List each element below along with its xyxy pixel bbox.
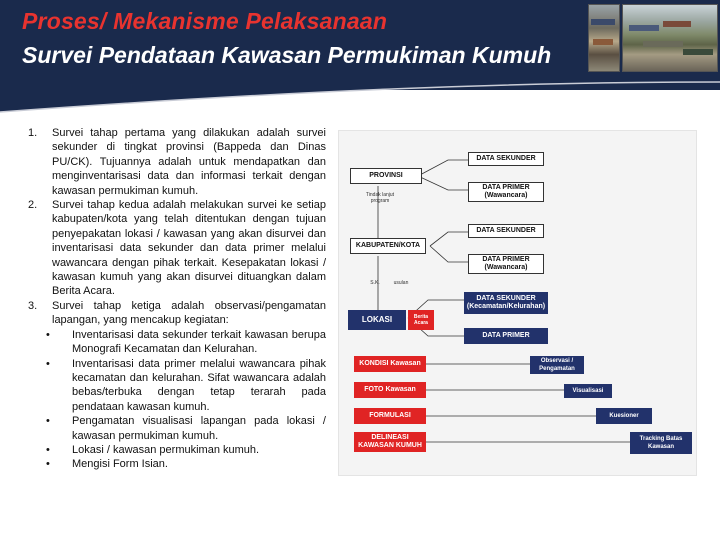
item-text: Survei tahap pertama yang dilakukan adalah survei sekunder di tingkat provinsi (Bappeda dan Dinas PU/CK). Tujuannya adalah untuk mendapatkan dan menginventarisasi data dan informasi terkait dengan kawasan permukiman kumuh. [52,127,326,197]
bullet-item [28,414,326,443]
survey-stage-list [28,126,326,472]
bullet-marker: • [46,328,50,341]
kabupaten-kota-box: KABUPATEN/KOTA [350,238,426,254]
bullet-marker: • [46,458,50,471]
usulan-label: usulan [393,280,409,286]
foto-kawasan-box: FOTO Kawasan [354,382,426,398]
formulasi-box: FORMULASI [354,408,426,424]
lokasi-box: LOKASI [348,310,406,330]
bullet-item [28,328,326,357]
berita-acara-box: Berita Acara [408,310,434,330]
bullet-item [28,443,326,457]
bullet-marker: • [46,357,50,370]
title-line-1: Proses/ Mekanisme Pelaksanaan [22,8,388,34]
delineasi-box: DELINEASI KAWASAN KUMUH [354,432,426,452]
list-item [28,126,326,198]
kuesioner-box: Kuesioner [596,408,652,424]
header-swoosh [0,76,720,116]
list-item [28,299,326,328]
slum-photo-1 [588,4,620,72]
bullet-text: Lokasi / kawasan permukiman kumuh. [72,443,260,456]
bullet-item [28,357,326,415]
title-line-2: Survei Pendataan Kawasan Permukiman Kumuh [22,42,552,68]
list-item [28,198,326,299]
item-number: 1. [28,127,38,139]
slum-photo-2 [622,4,718,72]
tracking-batas-box: Tracking Batas Kawasan [630,432,692,454]
item-number: 3. [28,299,38,312]
kondisi-kawasan-box: KONDISI Kawasan [354,356,426,372]
bullet-text: Inventarisasi data primer melalui wawancara pihak kecamatan dan kelurahan. Sifat wawancara adalah bebas/terbuka dengan tetap terarah pada pendataan kawasan kumuh. [72,357,326,413]
bullet-item [28,457,326,471]
data-primer-box-provinsi: DATA PRIMER (Wawancara) [468,182,544,202]
data-sekunder-box-provinsi: DATA SEKUNDER [468,152,544,166]
item-text: Survei tahap ketiga adalah observasi/pengamatan lapangan, yang mencakup kegiatan: [52,299,326,327]
bullet-marker: • [46,443,50,456]
data-sekunder-box-kabupaten: DATA SEKUNDER [468,224,544,238]
bullet-text: Mengisi Form Isian. [72,458,168,471]
tindak-lanjut-label: Tindak lanjut program [365,192,395,204]
data-sekunder-kecamatan-box: DATA SEKUNDER (Kecamatan/Kelurahan) [464,292,548,314]
bullet-text: Inventarisasi data sekunder terkait kawasan berupa Monografi Kecamatan dan Kelurahan. [72,328,326,356]
visualisasi-box: Visualisasi [564,384,612,398]
bullet-marker: • [46,415,50,428]
provinsi-box: PROVINSI [350,168,422,184]
sk-label: S.K. [370,280,380,286]
observasi-box: Observasi / Pengamatan [530,356,584,374]
data-primer-box-kabupaten: DATA PRIMER (Wawancara) [468,254,544,274]
bullet-text: Pengamatan visualisasi lapangan pada lokasi / kawasan permukiman kumuh. [72,415,326,442]
data-primer-lokasi-box: DATA PRIMER [464,328,548,344]
item-text: Survei tahap kedua adalah melakukan survei ke setiap kabupaten/kota yang telah ditentukan dengan tujuan penyepakatan lokasi / kawasan yang akan disurvei dan inventarisasi data sekunder dan data primer melalui wawancara dengan pihak terkait. Kesepakatan lokasi / kawasan kumuh yang akan disurvei dituangkan dalam Berita Acara. [52,199,326,298]
item-number: 2. [28,199,38,212]
